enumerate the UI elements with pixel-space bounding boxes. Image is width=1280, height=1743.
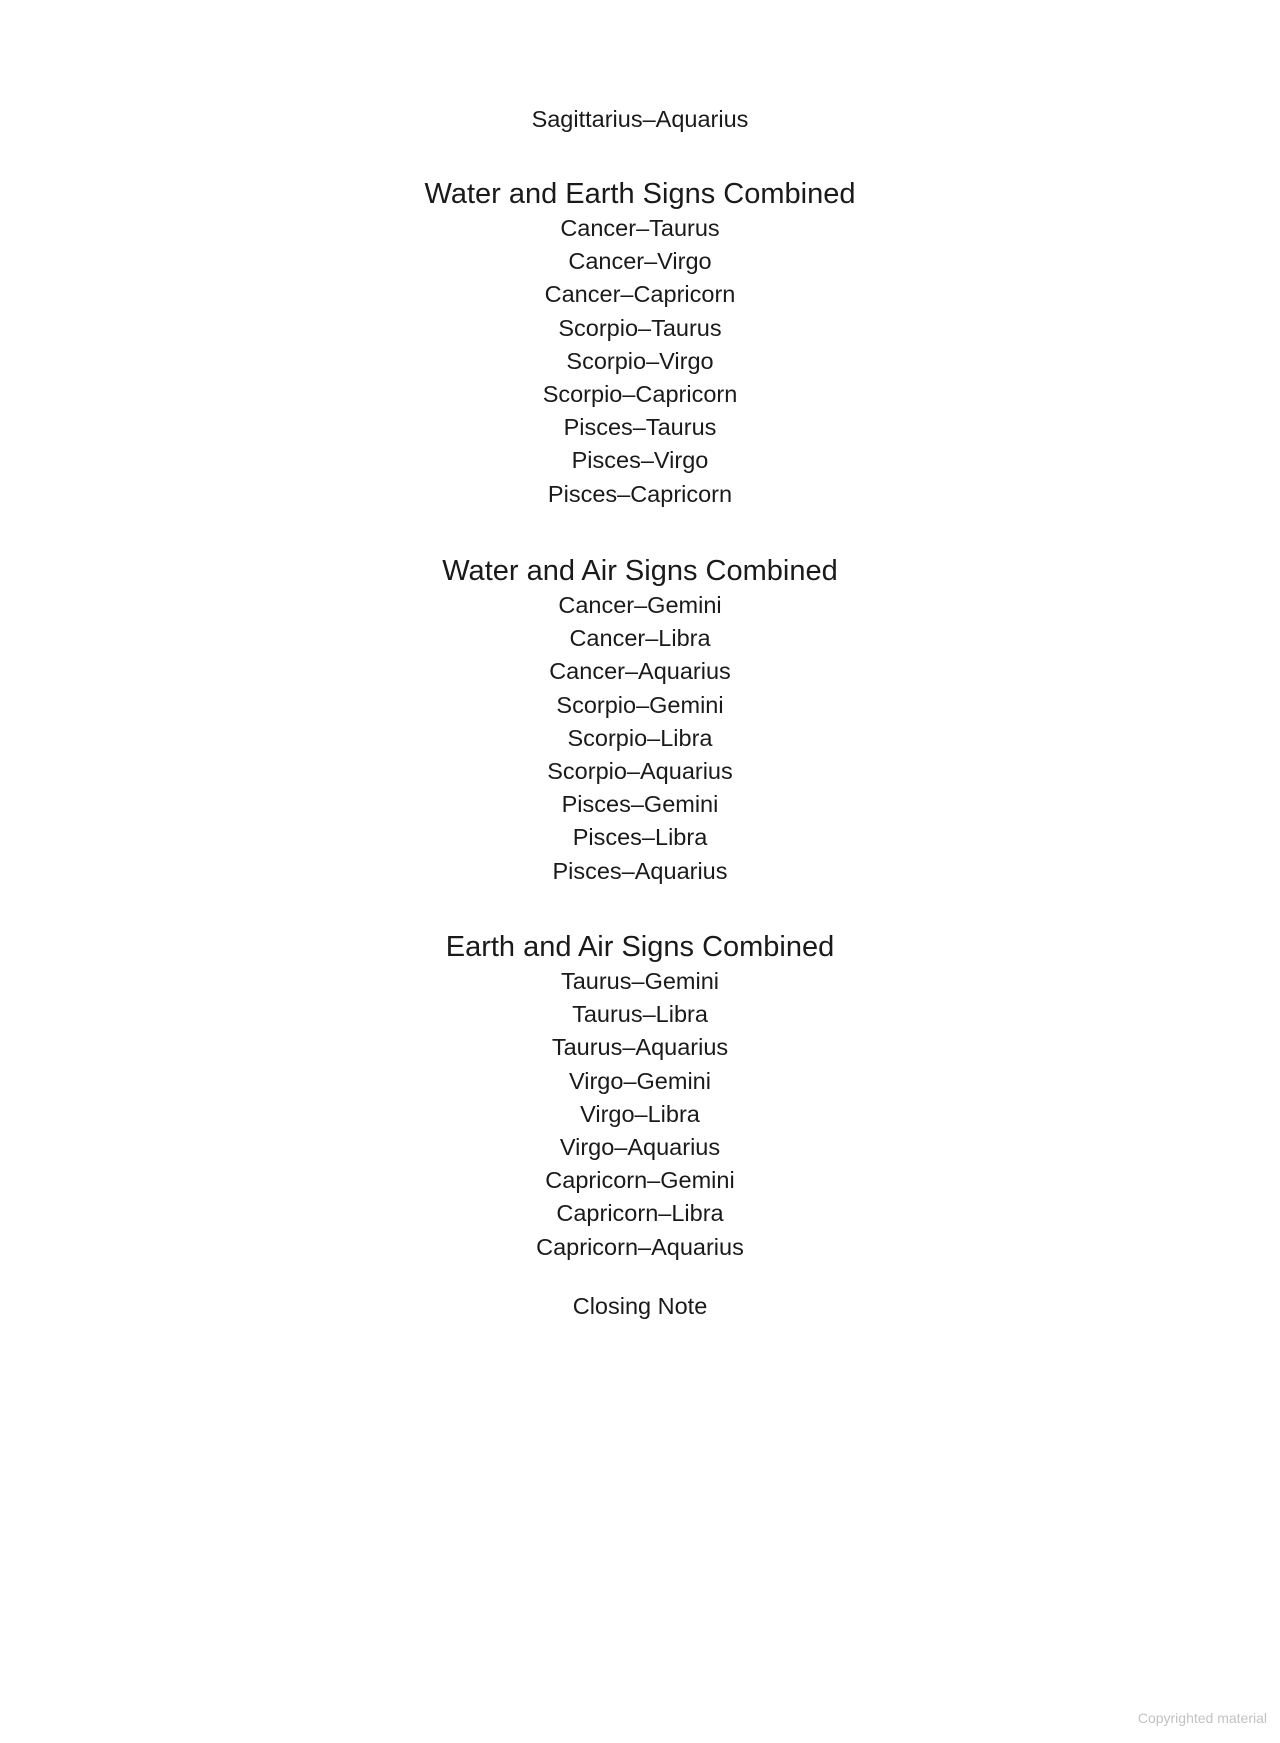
pair-item[interactable]: Pisces–Libra — [572, 824, 708, 851]
pair-item[interactable]: Cancer–Gemini — [558, 592, 722, 618]
pair-item[interactable]: Scorpio–Aquarius — [547, 758, 733, 785]
pair-list — [0, 589, 1280, 888]
pair-item[interactable]: Pisces–Gemini — [561, 791, 719, 818]
pair-list — [0, 212, 1280, 511]
pair-item[interactable]: Scorpio–Gemini — [556, 691, 724, 718]
pair-item[interactable]: Cancer–Libra — [569, 625, 711, 652]
pair-item[interactable]: Scorpio–Virgo — [566, 347, 714, 374]
pair-item[interactable]: Taurus–Libra — [572, 1001, 708, 1028]
pair-item[interactable]: Cancer–Aquarius — [549, 658, 731, 685]
pair-item[interactable]: Pisces–Capricorn — [547, 480, 733, 507]
section-earth-air — [0, 929, 1280, 1264]
pair-item[interactable]: Virgo–Gemini — [569, 1067, 711, 1094]
pair-item[interactable]: Capricorn–Gemini — [545, 1167, 735, 1194]
pair-item[interactable]: Taurus–Gemini — [560, 968, 720, 994]
pair-item[interactable]: Pisces–Aquarius — [552, 857, 728, 884]
section-water-earth — [0, 176, 1280, 511]
section-heading: Water and Air Signs Combined — [442, 555, 838, 587]
section-water-air — [0, 553, 1280, 888]
pair-item[interactable]: Cancer–Capricorn — [544, 281, 736, 308]
pair-item[interactable]: Cancer–Virgo — [568, 248, 712, 275]
pair-item[interactable]: Cancer–Taurus — [560, 215, 720, 241]
pair-item[interactable]: Virgo–Libra — [580, 1100, 700, 1127]
pair-item[interactable]: Virgo–Aquarius — [559, 1134, 721, 1161]
copyright-notice: Copyrighted material — [1137, 1710, 1267, 1726]
pair-item[interactable]: Taurus–Aquarius — [551, 1034, 729, 1061]
section-heading: Water and Earth Signs Combined — [424, 178, 856, 210]
pair-list — [0, 965, 1280, 1264]
section-heading: Earth and Air Signs Combined — [445, 931, 835, 963]
pair-item[interactable]: Scorpio–Taurus — [558, 314, 722, 341]
closing-note-item[interactable]: Closing Note — [572, 1293, 708, 1319]
pair-item[interactable]: Pisces–Taurus — [563, 414, 717, 441]
pair-item[interactable]: Capricorn–Aquarius — [536, 1233, 744, 1260]
top-pair-item[interactable]: Sagittarius–Aquarius — [531, 106, 749, 132]
pair-item[interactable]: Pisces–Virgo — [571, 447, 709, 474]
pair-item[interactable]: Scorpio–Capricorn — [542, 381, 738, 408]
pair-item[interactable]: Capricorn–Libra — [556, 1200, 724, 1227]
pair-item[interactable]: Scorpio–Libra — [567, 724, 713, 751]
